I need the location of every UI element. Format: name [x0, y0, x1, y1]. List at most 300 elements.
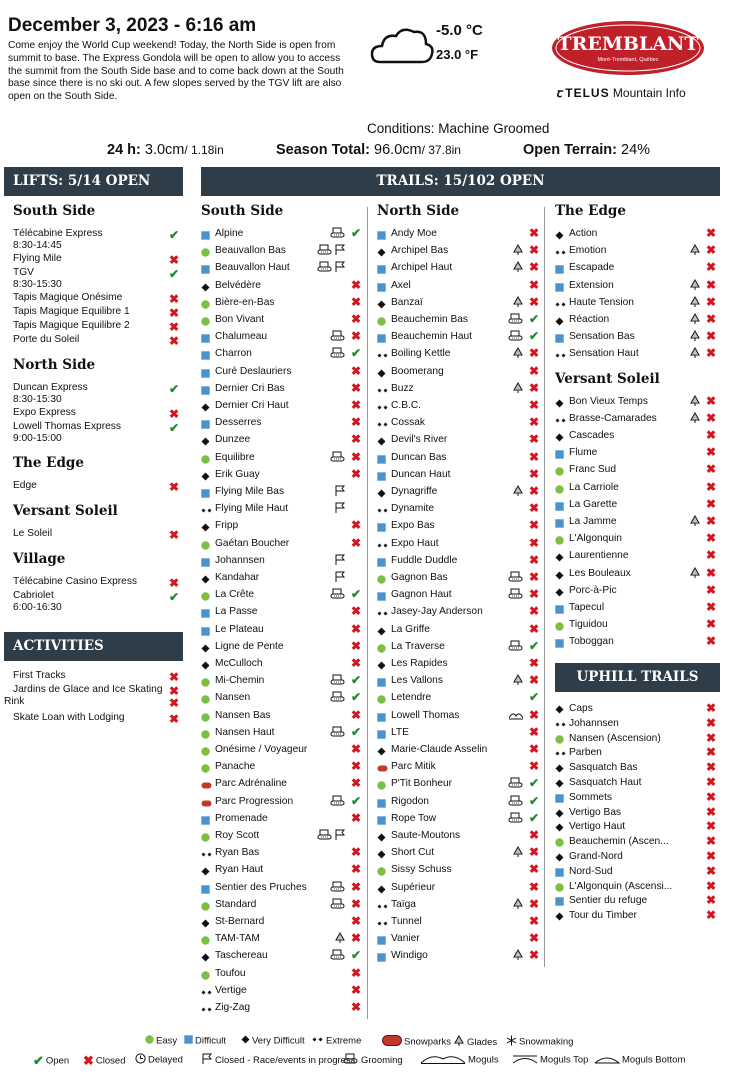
uphill-trail-name: Nansen (Ascension) [569, 732, 661, 744]
stat-24h-inches: / 1.18in [184, 143, 224, 157]
closed-x-icon: ✖ [529, 552, 540, 567]
open-check-icon: ✔ [169, 382, 180, 396]
grooming-icon [508, 777, 525, 789]
difficult-square-icon [555, 517, 564, 526]
legend-label: Open [45, 1055, 70, 1067]
easy-circle-icon [201, 590, 210, 599]
lift-name: Cabriolet [13, 590, 54, 601]
uphill-trail-name: Vertigo Haut [569, 821, 626, 833]
easy-circle-icon [201, 453, 210, 462]
difficult-square-icon [201, 418, 210, 427]
trail-name: Marie-Claude Asselin [391, 744, 488, 755]
extreme-double-diamond-icon [555, 298, 564, 307]
trail-row [201, 483, 363, 500]
glades-icon [512, 674, 525, 686]
trail-row [201, 363, 363, 380]
closed-x-icon: ✖ [706, 514, 717, 528]
trail-name: Toboggan [569, 636, 614, 648]
lift-name: Expo Express [13, 407, 76, 418]
moguls-bottom-icon [594, 1053, 620, 1067]
trail-name: Haute Tension [569, 296, 634, 308]
lift-name: Tapis Magique Equilibre 1 [13, 306, 130, 317]
legend-item [33, 1053, 69, 1069]
activity-item: Jardins de Glace and Ice Skating Rink [4, 684, 163, 707]
legend-item [135, 1053, 183, 1067]
grooming-icon [330, 674, 347, 686]
difficult-square-icon [377, 676, 386, 685]
trail-row [555, 225, 718, 242]
open-check-icon: ✔ [169, 421, 180, 435]
open-check-icon: ✔ [351, 724, 362, 739]
race-flag-icon [334, 261, 347, 273]
trail-row [201, 793, 363, 810]
trail-name: Tiguidou [569, 619, 608, 631]
glades-icon [512, 846, 525, 858]
closed-x-icon: ✖ [529, 466, 540, 481]
race-flag-icon [334, 571, 347, 583]
open-check-icon: ✔ [529, 793, 540, 808]
legend-label: Grooming [361, 1055, 403, 1066]
trail-row [377, 930, 541, 947]
trail-row [201, 965, 363, 982]
closed-x-icon: ✖ [351, 1000, 362, 1014]
trail-row [377, 380, 541, 397]
closed-x-icon: ✖ [706, 849, 717, 863]
closed-x-icon: ✖ [706, 634, 717, 649]
glades-icon [512, 898, 525, 910]
tremblant-logo[interactable] [550, 20, 706, 76]
trail-row [555, 294, 718, 311]
difficult-square-icon [201, 384, 210, 393]
trail-row [201, 707, 363, 724]
closed-x-icon: ✖ [529, 518, 540, 533]
closed-x-icon: ✖ [351, 776, 362, 791]
grooming-icon [330, 451, 347, 463]
trail-row [201, 380, 363, 397]
legend-item [145, 1035, 177, 1047]
trail-name: La Garette [569, 498, 618, 510]
trail-name: Roy Scott [215, 830, 260, 841]
easy-circle-icon [377, 865, 386, 874]
activity-item: First Tracks [13, 670, 66, 681]
trail-row [201, 689, 363, 706]
closed-x-icon: ✖ [529, 398, 540, 412]
closed-x-icon: ✖ [529, 363, 540, 378]
closed-x-icon: ✖ [529, 724, 540, 739]
trail-name: Lowell Thomas [391, 709, 460, 721]
closed-x-icon: ✖ [169, 696, 180, 710]
open-check-icon: ✔ [529, 776, 540, 791]
stat-24h-label: 24 h: [107, 142, 141, 158]
trail-row [201, 500, 363, 517]
trail-row [555, 496, 718, 513]
difficult-square-icon [377, 556, 386, 565]
trail-name: Duncan Haut [391, 468, 451, 480]
snowmaking-icon [506, 1035, 517, 1049]
grooming-icon [508, 640, 525, 652]
legend-label: Moguls Bottom [622, 1054, 686, 1066]
trail-row [201, 603, 363, 620]
open-check-icon: ✔ [169, 267, 180, 281]
difficult-square-icon [201, 607, 210, 616]
trail-row [201, 638, 363, 655]
closed-x-icon: ✖ [169, 712, 180, 726]
grooming-icon [330, 726, 347, 738]
closed-x-icon: ✖ [529, 432, 540, 447]
trail-row [377, 397, 541, 414]
legend-label: Glades [467, 1037, 498, 1048]
difficult-square-icon [555, 448, 564, 457]
trail-name: Tunnel [391, 916, 422, 927]
very-difficult-diamond-icon [555, 229, 564, 238]
lift-section-title: Village [13, 551, 66, 567]
grooming-icon [317, 261, 334, 273]
stat-open-label: Open Terrain: [523, 142, 617, 158]
closed-x-icon: ✖ [529, 828, 540, 842]
extreme-double-diamond-icon [201, 1003, 210, 1012]
difficult-square-icon [201, 349, 210, 358]
trail-name: Windigo [391, 950, 428, 962]
difficult-square-icon [377, 951, 386, 960]
trail-row [377, 483, 541, 500]
logo-text: TREMBLANT [557, 33, 699, 55]
trail-name: Les Vallons [391, 675, 443, 687]
legend-item [512, 1053, 588, 1067]
closed-x-icon: ✖ [529, 415, 540, 430]
uphill-trail-name: Sentier du refuge [569, 895, 648, 907]
uphill-trail-name: Sasquatch Bas [569, 762, 638, 774]
trail-row [377, 827, 541, 844]
extreme-double-diamond-icon [377, 349, 386, 358]
uphill-trail-row [555, 745, 705, 760]
trail-row [201, 827, 363, 844]
trail-row [377, 294, 541, 311]
open-check-icon: ✔ [529, 329, 540, 344]
open-check-icon: ✔ [529, 810, 540, 825]
trail-row [201, 449, 363, 466]
extreme-double-diamond-icon [377, 917, 386, 926]
difficult-square-icon [377, 229, 386, 238]
grooming-icon [317, 244, 334, 256]
closed-x-icon: ✖ [351, 759, 362, 774]
trail-row [555, 259, 718, 276]
trail-row [201, 741, 363, 758]
grooming-icon [330, 227, 347, 239]
closed-x-icon: ✖ [351, 965, 362, 980]
trail-row [377, 879, 541, 896]
very-difficult-diamond-icon [555, 778, 564, 787]
legend-item [420, 1053, 499, 1067]
legend-label: Snowparks [404, 1036, 451, 1048]
trail-row [555, 345, 718, 362]
uphill-trail-row [555, 775, 705, 790]
easy-circle-icon [555, 483, 564, 492]
difficult-square-icon [201, 814, 210, 823]
trail-name: Saute-Moutons [391, 830, 461, 841]
trail-name: Beauvallon Bas [215, 245, 286, 257]
activities-banner: ACTIVITIES [4, 632, 183, 661]
closed-x-icon: ✖ [351, 449, 362, 464]
trails-banner: TRAILS: 15/102 OPEN [201, 167, 720, 196]
stat-24h-value: 3.0cm [144, 142, 185, 158]
trail-name: Ryan Bas [215, 847, 260, 859]
closed-x-icon: ✖ [706, 701, 717, 715]
closed-x-icon: ✖ [529, 879, 540, 894]
closed-x-icon: ✖ [706, 226, 717, 240]
temperature-fahrenheit: 23.0 °F [436, 47, 479, 62]
trail-name: Action [569, 228, 598, 239]
glades-icon [512, 347, 525, 359]
trail-row [377, 569, 541, 586]
grooming-icon [330, 949, 347, 961]
stat-season-label: Season Total: [276, 142, 370, 158]
trail-row [201, 345, 363, 362]
lift-hours: 8:30-14:45 [13, 240, 62, 251]
closed-x-icon: ✖ [706, 548, 717, 563]
stat-24h [107, 142, 224, 158]
trail-row [201, 294, 363, 311]
trail-name: Fuddle Duddle [391, 554, 458, 566]
trail-name: Promenade [215, 812, 268, 824]
trail-row [377, 810, 541, 827]
trail-row [377, 741, 541, 758]
lift-name: Tapis Magique Equilibre 2 [13, 320, 130, 331]
trail-name: Laurentienne [569, 550, 629, 562]
very-difficult-diamond-icon [555, 569, 564, 578]
extreme-double-diamond-icon [555, 414, 564, 423]
trail-section-title: Versant Soleil [555, 370, 660, 387]
trail-name: P'Tit Bonheur [391, 778, 453, 790]
difficult-square-icon [555, 896, 564, 905]
uphill-trail-name: Johannsen [569, 717, 619, 729]
easy-circle-icon [555, 620, 564, 629]
column-divider [544, 207, 545, 967]
closed-x-icon: ✖ [351, 415, 362, 430]
trail-row [201, 242, 363, 259]
closed-x-icon: ✖ [706, 893, 717, 908]
uphill-trail-row [555, 879, 705, 894]
very-difficult-diamond-icon [377, 435, 386, 444]
race-flag-icon [334, 554, 347, 566]
lift-item [13, 228, 191, 252]
very-difficult-diamond-icon [201, 642, 210, 651]
lift-name: Flying Mile [13, 253, 62, 264]
easy-circle-icon [145, 1035, 154, 1047]
trail-name: Standard [215, 898, 257, 910]
grooming-icon [330, 588, 347, 600]
closed-x-icon: ✖ [529, 226, 540, 240]
extreme-double-diamond-icon [377, 607, 386, 616]
trail-name: Kandahar [215, 572, 260, 583]
snowpark-icon [382, 1035, 402, 1049]
lift-name: Télécabine Express [13, 228, 103, 239]
trail-row [201, 913, 363, 930]
trail-name: Charron [215, 348, 252, 360]
closed-x-icon: ✖ [529, 587, 540, 602]
difficult-square-icon [377, 332, 386, 341]
uphill-trail-name: Sommets [569, 791, 613, 803]
trail-name: Ryan Haut [215, 864, 264, 876]
uphill-trail-row [555, 849, 705, 864]
trail-row [377, 225, 541, 242]
glades-icon [512, 296, 525, 308]
grooming-icon [508, 812, 525, 824]
open-check-icon: ✔ [529, 638, 540, 653]
closed-x-icon: ✖ [351, 845, 362, 860]
stat-open-terrain [523, 142, 650, 158]
very-difficult-diamond-icon [377, 487, 386, 496]
very-difficult-diamond-icon [201, 521, 210, 530]
trail-name: Archipel Bas [391, 245, 449, 257]
difficult-square-icon [377, 814, 386, 823]
closed-x-icon: ✖ [351, 879, 362, 894]
lift-section-title: South Side [13, 203, 96, 219]
trail-name: Flying Mile Haut [215, 503, 289, 515]
trail-name: Dunzee [215, 434, 251, 446]
trail-row [555, 479, 718, 496]
stat-season-inches: / 37.8in [421, 143, 461, 157]
trail-row [201, 724, 363, 741]
trail-row [555, 242, 718, 259]
easy-circle-icon [555, 837, 564, 846]
trail-row [201, 311, 363, 328]
difficult-square-icon [555, 500, 564, 509]
trail-name: Archipel Haut [391, 262, 453, 274]
trail-row [377, 672, 541, 689]
trail-name: Chalumeau [215, 331, 268, 343]
easy-circle-icon [201, 762, 210, 771]
closed-x-icon: ✖ [351, 518, 362, 533]
trail-name: Dynamite [391, 503, 435, 515]
very-difficult-diamond-icon [201, 659, 210, 668]
trail-name: Panache [215, 761, 256, 773]
uphill-trail-row [555, 760, 705, 775]
open-check-icon: ✔ [351, 346, 362, 361]
glades-icon [689, 279, 702, 291]
closed-x-icon: ✖ [706, 428, 717, 442]
trail-row [555, 311, 718, 328]
closed-x-icon: ✖ [706, 775, 717, 789]
grooming-icon [508, 588, 525, 600]
closed-x-icon: ✖ [529, 621, 540, 636]
closed-x-icon: ✖ [706, 479, 717, 494]
closed-x-icon: ✖ [169, 684, 180, 698]
trail-name: Le Plateau [215, 623, 264, 635]
trail-row [377, 449, 541, 466]
trail-row [555, 513, 718, 530]
difficult-square-icon [555, 263, 564, 272]
trail-row [377, 724, 541, 741]
telus-suffix: Mountain Info [612, 86, 686, 100]
grooming-icon [508, 571, 525, 583]
very-difficult-diamond-icon [377, 745, 386, 754]
uphill-trail-row [555, 716, 705, 731]
closed-x-icon: ✖ [351, 931, 362, 946]
closed-x-icon: ✖ [351, 312, 362, 326]
trail-row [377, 242, 541, 259]
uphill-trail-name: Caps [569, 703, 593, 714]
trail-name: Curé Deslauriers [215, 365, 292, 377]
trail-name: Equilibre [215, 451, 255, 463]
legend-label: Extreme [326, 1035, 362, 1047]
lift-hours: 8:30-15:30 [13, 279, 62, 290]
lift-item [13, 267, 191, 291]
trail-row [201, 414, 363, 431]
grooming-icon [317, 829, 334, 841]
very-difficult-diamond-icon [555, 704, 564, 713]
trail-name: Belvédère [215, 279, 261, 291]
trail-row [555, 616, 718, 633]
lift-hours: 8:30-15:30 [13, 394, 62, 405]
uphill-trail-name: Sasquatch Haut [569, 777, 642, 788]
trail-section-title: South Side [201, 203, 284, 219]
trail-row [555, 547, 718, 564]
trail-name: Porc-à-Pic [569, 584, 617, 596]
legend-label: Very Difficult [252, 1035, 305, 1047]
trail-row [201, 328, 363, 345]
trail-name: Escapade [569, 262, 615, 274]
trail-row [201, 225, 363, 242]
trail-row [201, 810, 363, 827]
closed-x-icon: ✖ [529, 570, 540, 584]
easy-circle-icon [555, 534, 564, 543]
trail-name: Bière-en-Bas [215, 296, 275, 308]
trail-name: Nansen Bas [215, 709, 271, 721]
trail-name: Boomerang [391, 365, 444, 377]
difficult-square-icon [377, 470, 386, 479]
closed-x-icon: ✖ [706, 277, 717, 292]
trail-name: Rope Tow [391, 812, 437, 824]
trail-name: Buzz [391, 382, 414, 394]
easy-circle-icon [201, 728, 210, 737]
glades-icon [689, 412, 702, 424]
uphill-trail-name: Beauchemin (Ascen... [569, 836, 669, 848]
closed-x-icon: ✖ [706, 312, 717, 326]
lift-item [13, 382, 191, 406]
lift-name: Télécabine Casino Express [13, 576, 138, 587]
trail-row [377, 913, 541, 930]
closed-x-icon: ✖ [529, 656, 540, 670]
very-difficult-diamond-icon [201, 951, 210, 960]
trail-name: Sentier des Pruches [215, 881, 307, 893]
very-difficult-diamond-icon [555, 763, 564, 772]
lift-name: Duncan Express [13, 382, 88, 393]
extreme-double-diamond-icon [377, 539, 386, 548]
lift-item [13, 320, 191, 332]
very-difficult-diamond-icon [555, 551, 564, 560]
difficult-square-icon [377, 590, 386, 599]
open-check-icon: ✔ [351, 226, 362, 240]
trail-row [555, 530, 718, 547]
trail-row [201, 930, 363, 947]
easy-circle-icon [555, 465, 564, 474]
temperature-celsius: -5.0 °C [436, 22, 483, 39]
difficult-square-icon [201, 332, 210, 341]
difficult-square-icon [377, 521, 386, 530]
legend-label: Closed - Race/events in progress [215, 1055, 356, 1066]
trail-row [555, 328, 718, 345]
easy-circle-icon [555, 882, 564, 891]
trail-row [201, 947, 363, 964]
closed-x-icon: ✖ [529, 501, 540, 516]
trail-name: Gaétan Boucher [215, 537, 290, 549]
uphill-trail-row [555, 893, 705, 908]
glades-icon [689, 296, 702, 308]
closed-x-icon: ✖ [169, 253, 180, 267]
grooming-icon [508, 313, 525, 325]
easy-circle-icon [377, 315, 386, 324]
closed-x-icon: ✖ [706, 617, 717, 632]
